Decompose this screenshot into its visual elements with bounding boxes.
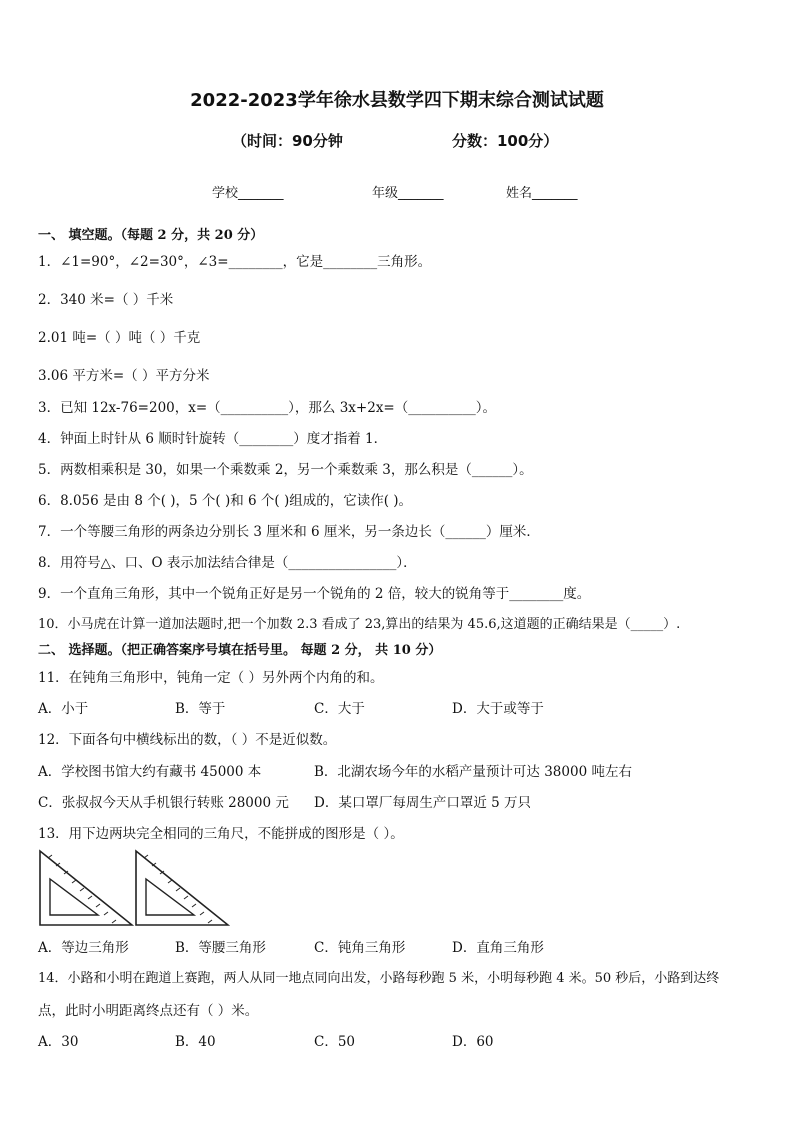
question-3: 3．已知 12x-76=200，x=（__________），那么 3x+2x=（__________）。 xyxy=(38,400,496,416)
q13-option-a: A．等边三角形 xyxy=(38,940,129,956)
q13-option-b: B．等腰三角形 xyxy=(175,940,266,956)
set-square-right xyxy=(134,849,230,927)
question-6: 6．8.056 是由 8 个( )，5 个( )和 6 个( )组成的，它读作( )。 xyxy=(38,493,413,509)
q12-option-c: C．张叔叔今天从手机银行转账 28000 元 xyxy=(38,795,289,811)
set-square-left xyxy=(38,849,134,927)
q11-option-d: D．大于或等于 xyxy=(452,701,544,717)
question-8: 8．用符号△、口、O 表示加法结合律是（________________）． xyxy=(38,555,417,571)
q12-option-d: D．某口罩厂每周生产口罩近 5 万只 xyxy=(314,795,531,811)
q13-option-c: C．钝角三角形 xyxy=(314,940,406,956)
question-7: 7．一个等腰三角形的两条边分别长 3 厘米和 6 厘米，另一条边长（______）厘米． xyxy=(38,524,540,540)
q11-option-a: A．小于 xyxy=(38,701,89,717)
grade-field: 年级_______ xyxy=(372,186,444,201)
question-2c: 3.06 平方米=（ ）平方分米 xyxy=(38,368,210,384)
q14-option-b: B．40 xyxy=(175,1034,216,1050)
question-9: 9．一个直角三角形，其中一个锐角正好是另一个锐角的 2 倍，较大的锐角等于________度。 xyxy=(38,586,591,602)
question-13: 13．用下边两块完全相同的三角尺，不能拼成的图形是（ ）。 xyxy=(38,826,404,842)
question-1: 1．∠1=90°，∠2=30°，∠3=________，它是________三角形。 xyxy=(38,254,432,270)
section-heading-fill: 一、 填空题。（每题 2 分，共 20 分） xyxy=(38,228,264,243)
exam-score: 分数：100分） xyxy=(452,132,559,150)
name-field: 姓名_______ xyxy=(506,186,578,201)
school-field: 学校_______ xyxy=(212,186,284,201)
question-14-line1: 14．小路和小明在跑道上赛跑，两人从同一地点同向出发，小路每秒跑 5 米，小明每秒跑 4 米。50 秒后，小路到达终 xyxy=(38,971,720,986)
q14-option-d: D．60 xyxy=(452,1034,494,1050)
question-14-line2: 点，此时小明距离终点还有（ ）米。 xyxy=(38,1003,259,1019)
question-4: 4．钟面上时针从 6 顺时针旋转（________）度才指着 1． xyxy=(38,431,388,447)
q14-option-a: A．30 xyxy=(38,1034,79,1050)
question-2a: 2．340 米=（ ）千米 xyxy=(38,292,174,308)
page-title: 2022-2023学年徐水县数学四下期末综合测试试题 xyxy=(190,90,604,111)
q14-option-c: C．50 xyxy=(314,1034,356,1050)
question-2b: 2.01 吨=（ ）吨（ ）千克 xyxy=(38,330,201,346)
q12-option-b: B．北湖农场今年的水稻产量预计可达 38000 吨左右 xyxy=(314,764,632,780)
q13-option-d: D．直角三角形 xyxy=(452,940,544,956)
question-10: 10．小马虎在计算一道加法题时,把一个加数 2.3 看成了 23,算出的结果为 45.6,这道题的正确结果是（_____）. xyxy=(38,617,681,632)
question-5: 5．两数相乘积是 30，如果一个乘数乘 2，另一个乘数乘 3，那么积是（______）。 xyxy=(38,462,533,478)
q12-option-a: A．学校图书馆大约有藏书 45000 本 xyxy=(38,764,262,780)
q11-option-c: C．大于 xyxy=(314,701,365,717)
exam-time: （时间：90分钟 xyxy=(232,132,343,150)
question-11: 11．在钝角三角形中，钝角一定（ ）另外两个内角的和。 xyxy=(38,670,384,686)
section-heading-choice: 二、 选择题。（把正确答案序号填在括号里。 每题 2 分， 共 10 分） xyxy=(38,643,442,658)
q11-option-b: B．等于 xyxy=(175,701,226,717)
question-12: 12．下面各句中横线标出的数，（ ）不是近似数。 xyxy=(38,732,337,748)
